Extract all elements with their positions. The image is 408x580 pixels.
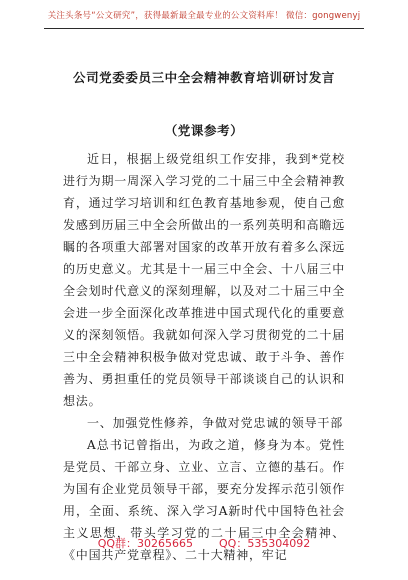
document-subtitle: （党课参考） [164,123,244,138]
header-divider [44,28,364,29]
body-paragraph: 近日，根据上级党组织工作安排，我到*党校进行为期一周深入学习党的二十届三中全会精神教育，通过学习培训和红色教育基地参观，使自己愈发感到历届三中全会所做出的一系列英明和高瞻远瞩的各项重大部署对国家的改革开放有着多么深远的历史意义。尤其是十一届三中全会、十八届三中全会划时代意义的深刻理解，以及对二十届三中全会进一步全面深化改革推进中国式现代化的重要意义的深刻领悟。我就如何深入学习贯彻党的二十届三中全会精神积极争做对党忠诚、敢于斗争、善作善为、勇担重任的党员领导干部谈谈自己的认识和想法。 [63,152,345,408]
document-title: 公司党委委员三中全会精神教育培训研讨发言 [72,70,335,85]
document-body [63,148,345,566]
header-banner: 关注头条号“公文研究”，获得最新最全最专业的公文资料库！ 微信：gongwenyj [47,11,361,21]
qq-number: QQ：535304092 [219,537,311,550]
footer-contact [0,535,408,551]
qq-group-number: QQ群：30265665 [97,537,193,550]
body-paragraph: A总书记曾指出，为政之道，修身为本。党性是党员、干部立身、立业、立言、立德的基石。作为国有企业党员领导干部，要充分发挥示范引领作用，全面、系统、深入学习A新时代中国特色社会主义思想，带头学习党的二十届三中全会精神、《中国共产党章程》、二十大精神，牢记 [63,438,345,562]
section-heading: 一、加强党性修养，争做对党忠诚的领导干部 [87,416,344,430]
